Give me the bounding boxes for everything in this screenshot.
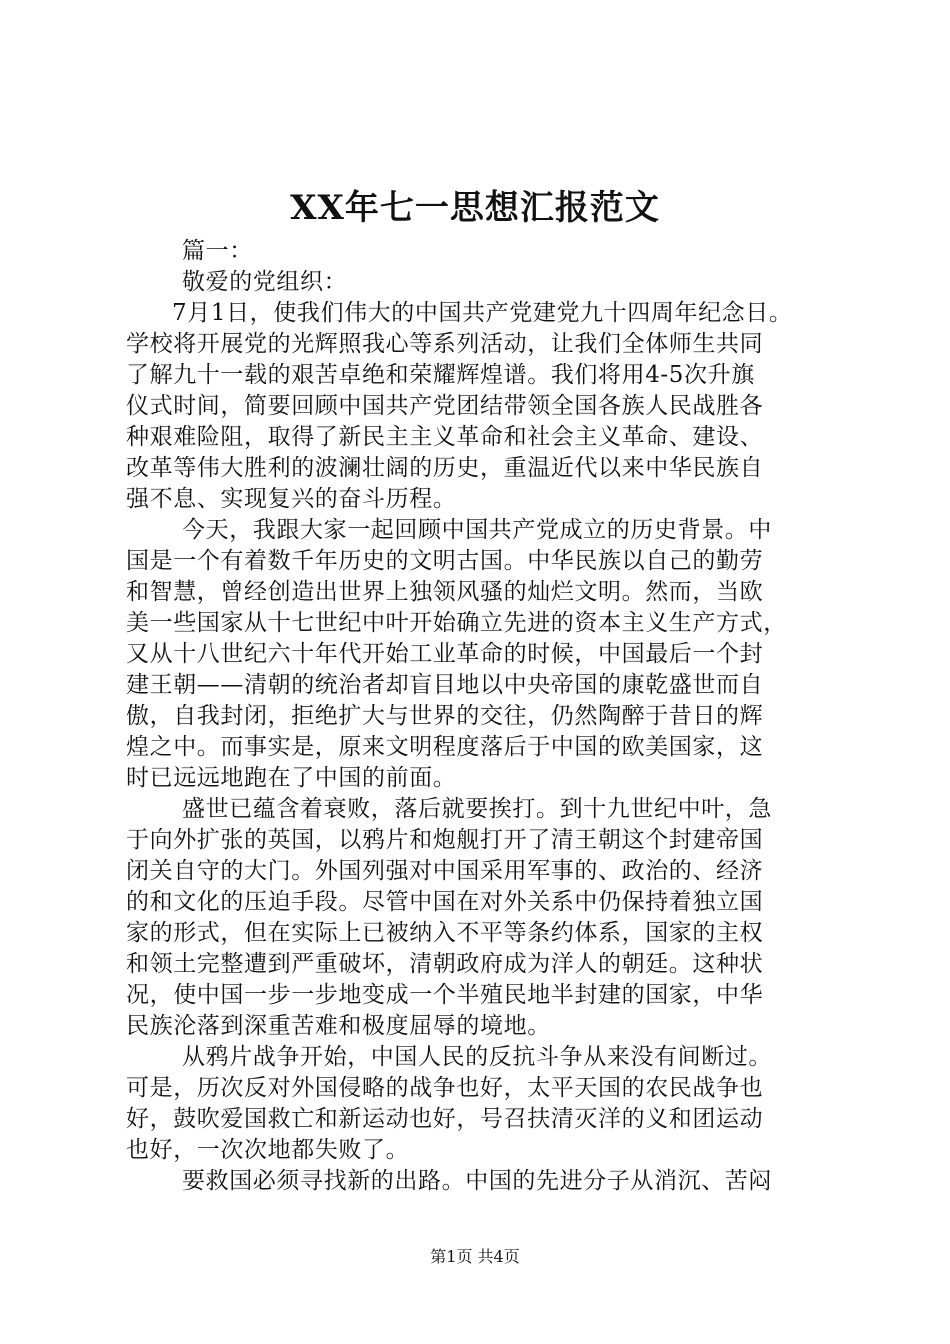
paragraph-line: 种艰难险阻，取得了新民主主义革命和社会主义革命、建设、 [126, 424, 764, 450]
document-body [126, 236, 846, 1197]
paragraph-line: 美一些国家从十七世纪中叶开始确立先进的资本主义生产方式， [126, 610, 787, 636]
paragraph-line: 又从十八世纪六十年代开始工业革命的时候，中国最后一个封 [126, 641, 764, 667]
paragraph-line: 的和文化的压迫手段。尽管中国在对外关系中仍保持着独立国 [126, 889, 764, 915]
paragraph-line: 学校将开展党的光辉照我心等系列活动，让我们全体师生共同 [126, 331, 764, 357]
paragraph-line: 改革等伟大胜利的波澜壮阔的历史，重温近代以来中华民族自 [126, 455, 764, 481]
paragraph-line: 闭关自守的大门。外国列强对中国采用军事的、政治的、经济 [126, 858, 764, 884]
paragraph-line: 况，使中国一步一步地变成一个半殖民地半封建的国家，中华 [126, 982, 764, 1008]
paragraph-line: 煌之中。而事实是，原来文明程度落后于中国的欧美国家，这 [126, 734, 764, 760]
document-title: XX年七一思想汇报范文 [290, 188, 660, 228]
paragraph-line: 家的形式，但在实际上已被纳入不平等条约体系，国家的主权 [126, 920, 764, 946]
paragraph-line: 民族沦落到深重苦难和极度屈辱的境地。 [126, 1013, 551, 1039]
paragraph-line: 和领土完整遭到严重破坏，清朝政府成为洋人的朝廷。这种状 [126, 951, 764, 977]
paragraph-line: 也好，一次次地都失败了。 [126, 1137, 410, 1163]
paragraph-line: 时已远远地跑在了中国的前面。 [126, 765, 457, 791]
paragraph-line: 今天，我跟大家一起回顾中国共产党成立的历史背景。中 [182, 517, 772, 543]
paragraph-line: 要救国必须寻找新的出路。中国的先进分子从消沉、苦闷 [182, 1168, 772, 1194]
paragraph-line: 好，鼓吹爱国救亡和新运动也好，号召扶清灭洋的义和团运动 [126, 1106, 764, 1132]
section-heading: 篇一： [182, 238, 253, 264]
paragraph-line: 建王朝——清朝的统治者却盲目地以中央帝国的康乾盛世而自 [126, 672, 764, 698]
paragraph-line: 于向外扩张的英国，以鸦片和炮舰打开了清王朝这个封建帝国 [126, 827, 764, 853]
page-number-footer: 第1页 共4页 [430, 1247, 520, 1266]
paragraph-line: 从鸦片战争开始，中国人民的反抗斗争从来没有间断过。 [182, 1044, 772, 1070]
paragraph-line: 国是一个有着数千年历史的文明古国。中华民族以自己的勤劳 [126, 548, 764, 574]
paragraph-line: 了解九十一载的艰苦卓绝和荣耀辉煌谱。我们将用4-5次升旗 [126, 362, 755, 388]
salutation: 敬爱的党组织： [182, 269, 348, 295]
paragraph-line: 和智慧，曾经创造出世界上独领风骚的灿烂文明。然而，当欧 [126, 579, 764, 605]
paragraph-line: 可是，历次反对外国侵略的战争也好，太平天国的农民战争也 [126, 1075, 764, 1101]
paragraph-line: 7月1日，使我们伟大的中国共产党建党九十四周年纪念日。 [172, 300, 793, 326]
paragraph-line: 盛世已蕴含着衰败，落后就要挨打。到十九世纪中叶，急 [182, 796, 772, 822]
paragraph-line: 傲，自我封闭，拒绝扩大与世界的交往，仍然陶醉于昔日的辉 [126, 703, 764, 729]
paragraph-line: 强不息、实现复兴的奋斗历程。 [126, 486, 457, 512]
paragraph-line: 仪式时间，简要回顾中国共产党团结带领全国各族人民战胜各 [126, 393, 764, 419]
